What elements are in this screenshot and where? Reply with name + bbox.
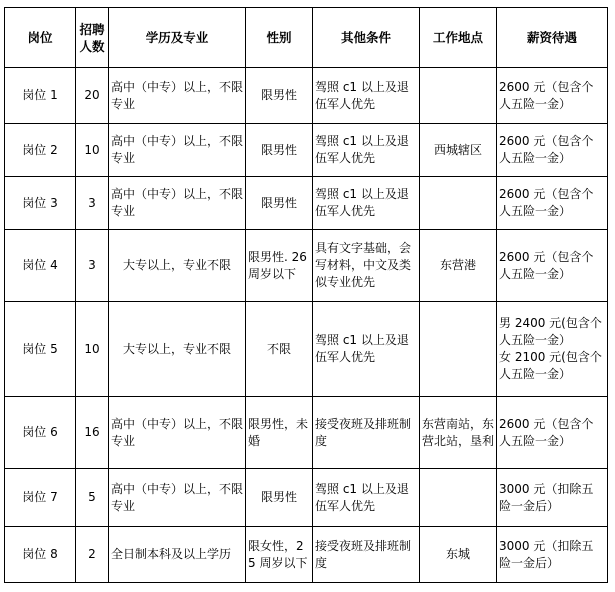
other-cell: 驾照 c1 以上及退伍军人优先 xyxy=(313,68,420,124)
education-cell: 大专以上，专业不限 xyxy=(109,230,246,302)
gender-cell: 限男性 xyxy=(246,68,313,124)
post-cell: 岗位 2 xyxy=(5,124,76,177)
salary-line: 男 2400 元(包含个 xyxy=(499,316,602,330)
header-education: 学历及专业 xyxy=(109,8,246,68)
header-other: 其他条件 xyxy=(313,8,420,68)
gender-cell: 限男性. 26 周岁以下 xyxy=(246,230,313,302)
other-cell: 驾照 c1 以上及退伍军人优先 xyxy=(313,124,420,177)
table-row xyxy=(5,124,608,177)
count-cell: 16 xyxy=(76,397,109,469)
header-salary: 薪资待遇 xyxy=(497,8,608,68)
table-row xyxy=(5,469,608,527)
salary-cell: 2600 元（包含个人五险一金） xyxy=(497,68,608,124)
gender-cell: 限男性 xyxy=(246,469,313,527)
post-cell: 岗位 6 xyxy=(5,397,76,469)
gender-cell: 限男性 xyxy=(246,177,313,230)
count-cell: 10 xyxy=(76,124,109,177)
salary-cell xyxy=(497,302,608,397)
gender-cell: 不限 xyxy=(246,302,313,397)
table-row xyxy=(5,397,608,469)
salary-cell: 2600 元（包含个人五险一金） xyxy=(497,124,608,177)
education-cell: 高中（中专）以上，不限专业 xyxy=(109,68,246,124)
count-cell: 3 xyxy=(76,177,109,230)
education-cell: 大专以上，专业不限 xyxy=(109,302,246,397)
count-cell: 3 xyxy=(76,230,109,302)
education-cell: 高中（中专）以上，不限专业 xyxy=(109,124,246,177)
salary-cell: 2600 元（包含个人五险一金） xyxy=(497,177,608,230)
location-cell xyxy=(420,469,497,527)
other-cell: 驾照 c1 以上及退伍军人优先 xyxy=(313,469,420,527)
post-cell: 岗位 8 xyxy=(5,527,76,583)
salary-cell: 3000 元（扣除五险一金后） xyxy=(497,469,608,527)
table-row xyxy=(5,230,608,302)
header-post: 岗位 xyxy=(5,8,76,68)
location-cell: 西城辖区 xyxy=(420,124,497,177)
count-cell: 2 xyxy=(76,527,109,583)
location-cell: 东营南站，东营北站，垦利 xyxy=(420,397,497,469)
post-cell: 岗位 1 xyxy=(5,68,76,124)
count-cell: 20 xyxy=(76,68,109,124)
post-cell: 岗位 7 xyxy=(5,469,76,527)
header-gender: 性别 xyxy=(246,8,313,68)
count-cell: 10 xyxy=(76,302,109,397)
post-cell: 岗位 4 xyxy=(5,230,76,302)
gender-cell: 限女性，25 周岁以下 xyxy=(246,527,313,583)
salary-line: 人五险一金） xyxy=(499,333,572,347)
salary-line: 女 2100 元(包含个 xyxy=(499,350,602,364)
other-cell: 具有文字基础，会写材料，中文及类似专业优先 xyxy=(313,230,420,302)
education-cell: 高中（中专）以上，不限专业 xyxy=(109,177,246,230)
job-table xyxy=(4,7,608,583)
salary-line: 人五险一金） xyxy=(499,367,572,381)
location-cell: 东营港 xyxy=(420,230,497,302)
salary-cell: 2600 元（包含个人五险一金） xyxy=(497,230,608,302)
header-row xyxy=(5,8,608,68)
education-cell: 全日制本科及以上学历 xyxy=(109,527,246,583)
location-cell xyxy=(420,302,497,397)
table-row xyxy=(5,302,608,397)
header-location: 工作地点 xyxy=(420,8,497,68)
post-cell: 岗位 5 xyxy=(5,302,76,397)
location-cell xyxy=(420,177,497,230)
count-cell: 5 xyxy=(76,469,109,527)
education-cell: 高中（中专）以上，不限专业 xyxy=(109,469,246,527)
other-cell: 接受夜班及排班制度 xyxy=(313,397,420,469)
header-count: 招聘人数 xyxy=(76,8,109,68)
other-cell: 接受夜班及排班制度 xyxy=(313,527,420,583)
table-row xyxy=(5,527,608,583)
education-cell: 高中（中专）以上，不限专业 xyxy=(109,397,246,469)
location-cell xyxy=(420,68,497,124)
post-cell: 岗位 3 xyxy=(5,177,76,230)
gender-cell: 限男性，未婚 xyxy=(246,397,313,469)
other-cell: 驾照 c1 以上及退伍军人优先 xyxy=(313,177,420,230)
salary-cell: 3000 元（扣除五险一金后） xyxy=(497,527,608,583)
location-cell: 东城 xyxy=(420,527,497,583)
other-cell: 驾照 c1 以上及退伍军人优先 xyxy=(313,302,420,397)
table-row xyxy=(5,68,608,124)
table-row xyxy=(5,177,608,230)
salary-cell: 2600 元（包含个人五险一金） xyxy=(497,397,608,469)
gender-cell: 限男性 xyxy=(246,124,313,177)
